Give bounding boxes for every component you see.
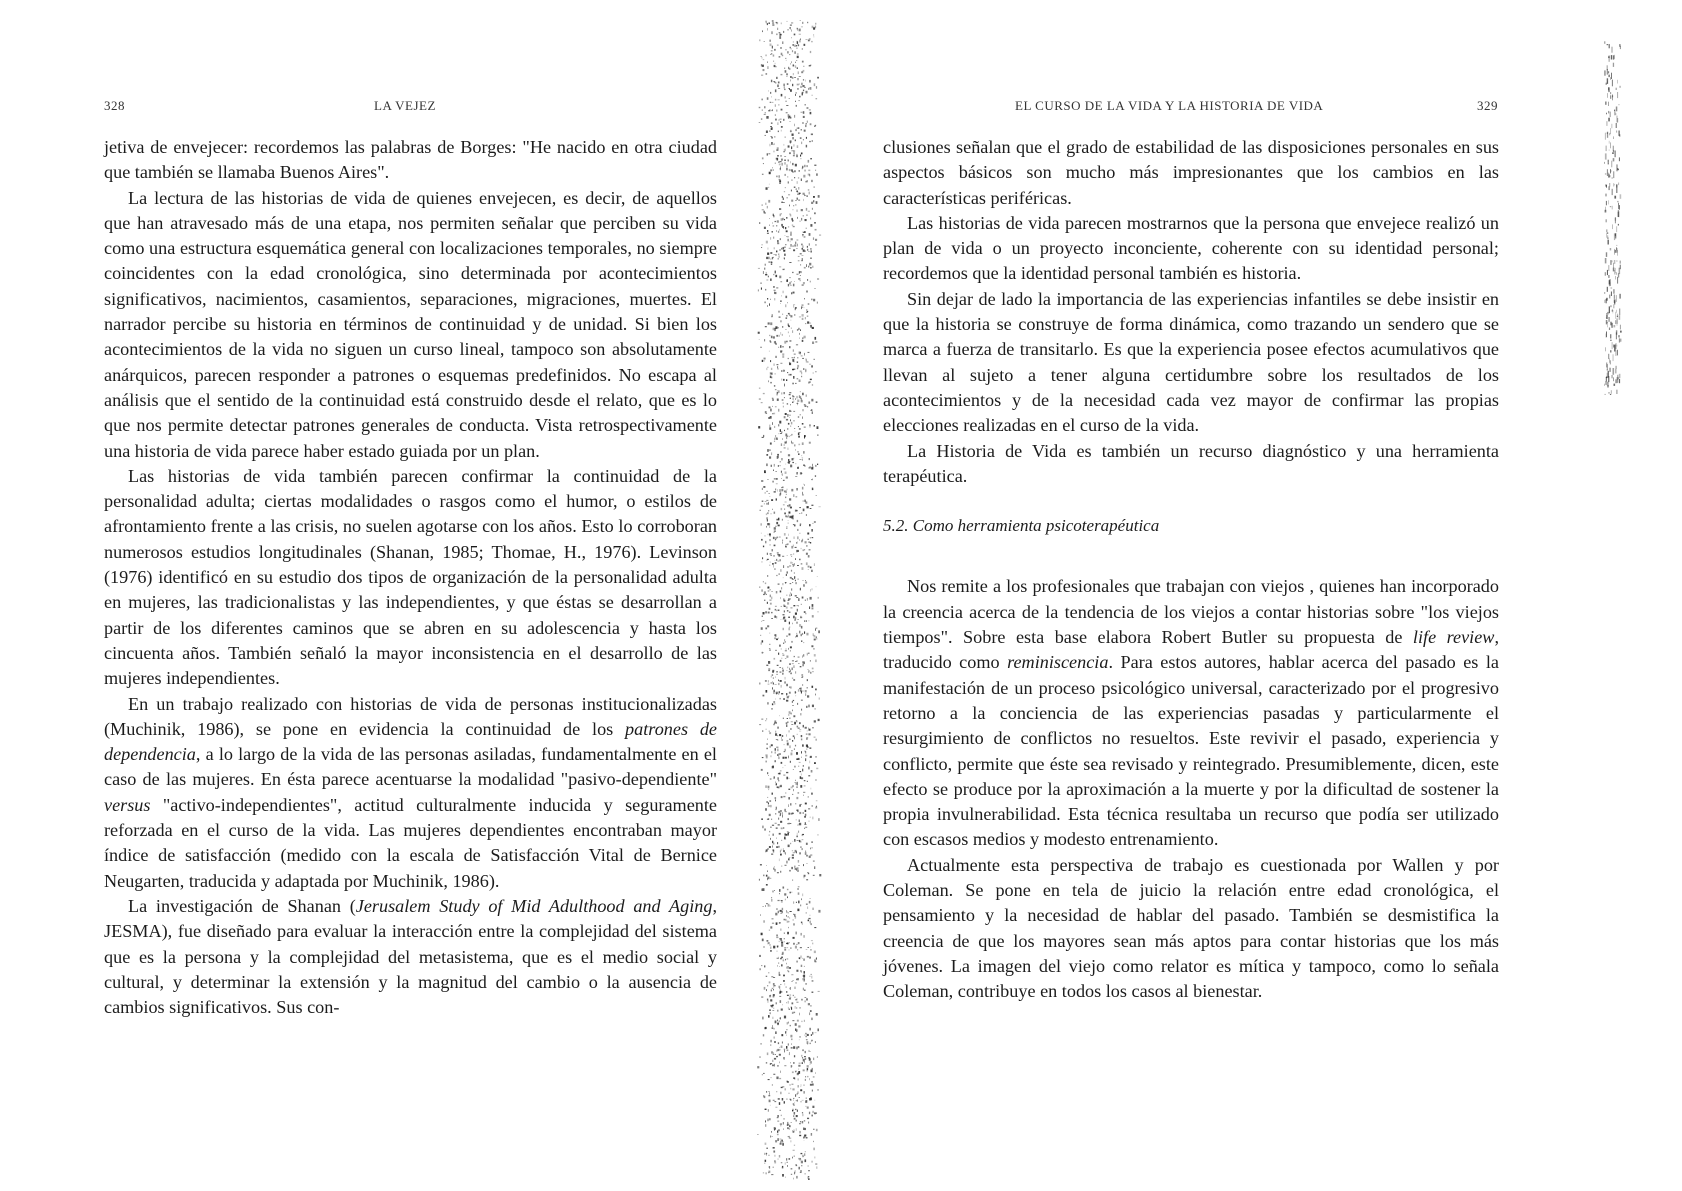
text-run: En un trabajo realizado con historias de vida de personas institucionalizadas (Muchinik, 1986), se pone en evidencia la continuidad de los — [104, 693, 717, 739]
running-title: LA VEJEZ — [374, 98, 436, 113]
left-body-text — [104, 135, 717, 1020]
paragraph: jetiva de envejecer: recordemos las palabras de Borges: "He nacido en otra ciudad que también se llamaba Buenos Aires". — [104, 137, 717, 183]
text-run: , traducido como — [883, 627, 1499, 673]
paragraph: Actualmente esta perspectiva de trabajo es cuestionada por Wallen y por Coleman. Se pone en tela de juicio la relación entre edad cronológica, el pensamiento y la necesidad de hablar del pasado. También se desmistifica la creencia de que los mayores sean más aptos para contar historias que los más jóvenes. La imagen del viejo como relator es mítica y tampoco, como lo señala Coleman, contribuye en todos los casos al bienestar. — [883, 854, 1499, 1002]
paragraph: La Historia de Vida es también un recurso diagnóstico y una herramienta terapéutica. — [883, 440, 1499, 486]
paragraph: La lectura de las historias de vida de quienes envejecen, es decir, de aquellos que han atravesado más de una etapa, nos permiten señalar que perciben su vida como una estructura esquemática general con localizaciones temporales, no siempre coincidentes con la edad cronológica, sino determinada por acontecimientos significativos, nacimientos, casamientos, separaciones, migraciones, muertes. El narrador percibe su historia en términos de continuidad y de unidad. Si bien los acontecimientos de la vida no siguen un curso lineal, tampoco son absolutamente anárquicos, parecen responder a patrones o esquemas predefinidos. No escapa al análisis que el sentido de la continuidad está construido desde el relato, que es lo que nos permite detectar patrones generales de conducta. Vista retrospectivamente una historia de vida parece haber estado guiada por un plan. — [104, 187, 717, 461]
text-run: , JESMA), fue diseñado para evaluar la interacción entre la complejidad del sistema que es la persona y la complejidad del metasistema, que es el medio social y cultural, y determinar la extensión y la magnitud del cambio o la ausencia de cambios significativos. Sus con- — [104, 895, 717, 1018]
left-page — [0, 0, 780, 1191]
text-run: . Para estos autores, hablar acerca del pasado es la manifestación de un proceso psicológico universal, caracterizado por el progresivo retorno a la conciencia de las experiencias pasadas y particularmente el resurgimiento de conflictos no resueltos. Este revivir el pasado, experiencia y conflicto, permite que éste sea revisado y reintegrado. Presumiblemente, dicen, este efecto se produce por la aproximación a la muerte y por la dificultad de sostener la propia invulnerabilidad. Esta técnica resultaba un recurso que podía ser utilizado con escasos medios y modesto entrenamiento. — [883, 652, 1500, 850]
paragraph: Las historias de vida también parecen confirmar la continuidad de la personalidad adulta; ciertas modalidades o rasgos como el humor, o estilos de afrontamiento frente a las crisis, no suelen agotarse con los años. Esto lo corroboran numerosos estudios longitudinales (Shanan, 1985; Thomae, H., 1976). Levinson (1976) identificó en su estudio dos tipos de organización de la personalidad adulta en mujeres, las tradicionalistas y las independientes, y que éstas se desarrollan a partir de los diferentes caminos que se abren en su adolescencia y hasta los cincuenta años. También señaló la mayor inconsistencia en el desarrollo de las mujeres independientes. — [104, 465, 717, 689]
paragraph: clusiones señalan que el grado de estabilidad de las disposiciones personales en sus aspectos básicos son mucho más impresionantes que los cambios en las características periféricas. — [883, 137, 1499, 208]
book-spine-gutter — [752, 20, 824, 1180]
right-page — [850, 0, 1682, 1191]
right-body-text — [883, 135, 1499, 1005]
text-run: Nos remite a los profesionales que trabajan con viejos , quienes han incorporado la creencia acerca de la tendencia de los viejos a contar historias sobre "los viejos tiempos". Sobre esta base elabora Robert Butler su propuesta de — [883, 576, 1499, 648]
paragraph — [104, 692, 717, 894]
text-run: La investigación de Shanan ( — [128, 895, 356, 916]
section-heading: 5.2. Como herramienta psicoterapéutica — [883, 516, 1160, 536]
running-title: EL CURSO DE LA VIDA Y LA HISTORIA DE VIDA — [1015, 98, 1324, 113]
italic-term: reminiscencia — [1007, 652, 1109, 673]
text-run: "activo-independientes", actitud culturalmente inducida y seguramente reforzada en el curso de la vida. Las mujeres dependientes encontraban mayor índice de satisfacción (medido con la escala de Satisfacción Vital de Bernice Neugarten, traducida y adaptada por Muchinik, 1986). — [104, 794, 717, 891]
paragraph: Las historias de vida parecen mostrarnos que la persona que envejece realizó un plan de vida o un proyecto inconciente, coherente con su identidad personal; recordemos que la identidad personal también es historia. — [883, 212, 1499, 284]
italic-term: life review — [1412, 627, 1495, 648]
page-number: 328 — [104, 98, 125, 113]
page-number: 329 — [1477, 98, 1498, 113]
paragraph: Sin dejar de lado la importancia de las experiencias infantiles se debe insistir en que la historia se construye de forma dinámica, como trazando un sendero que se marca a fuerza de transitarlo. Es que la experiencia posee efectos acumulativos que llevan al sujeto a tener alguna certidumbre sobre los resultados de los acontecimientos y de la necesidad cada vez mayor de confirmar las propias elecciones realizadas en el curso de la vida. — [883, 288, 1499, 436]
italic-term: patrones de dependencia — [104, 718, 717, 765]
italic-title: Jerusalem Study of Mid Adulthood and Aging — [355, 895, 713, 916]
paragraph — [883, 574, 1499, 852]
italic-term: versus — [104, 794, 151, 815]
text-run: , a lo largo de la vida de las personas asiladas, fundamentalmente en el caso de las mujeres. En ésta parece acentuarse la modalidad "pasivo-dependiente" — [104, 744, 717, 790]
paragraph — [104, 894, 717, 1020]
